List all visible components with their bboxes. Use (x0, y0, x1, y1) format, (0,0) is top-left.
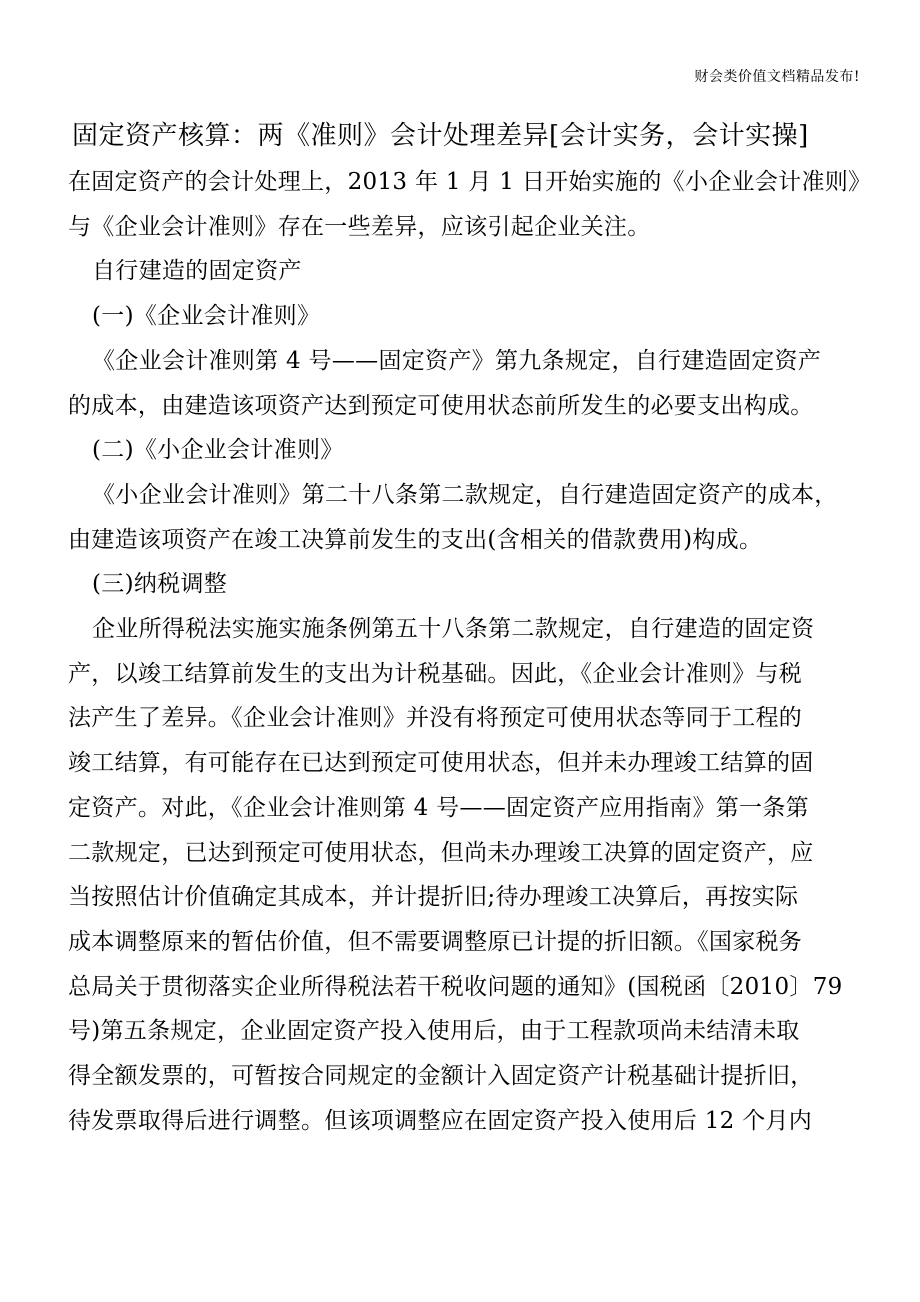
paragraph-line: (二)《小企业会计准则》 (92, 437, 344, 464)
paragraph-line: 定资产。对此，《企业会计准则第 4 号——固定资产应用指南》第一条第 (68, 794, 809, 821)
paragraph-line: 得全额发票的，可暂按合同规定的金额计入固定资产计税基础计提折旧， (68, 1063, 814, 1090)
header-note: 财会类价值文档精品发布! (694, 69, 860, 85)
paragraph-line: 成本调整原来的暂估价值，但不需要调整原已计提的折旧额。《国家税务 (68, 928, 803, 955)
paragraph-line: (一)《企业会计准则》 (92, 303, 321, 330)
document-body (68, 160, 872, 1143)
paragraph-line: 当按照估计价值确定其成本，并计提折旧;待办理竣工决算后，再按实际 (68, 884, 799, 911)
paragraph-line: 与《企业会计准则》存在一些差异，应该引起企业关注。 (68, 213, 651, 240)
paragraph-line: 的成本，由建造该项资产达到预定可使用状态前所发生的必要支出构成。 (68, 392, 814, 419)
paragraph-line: 待发票取得后进行调整。但该项调整应在固定资产投入使用后 12 个月内 (68, 1107, 813, 1134)
document-page (68, 112, 872, 1143)
paragraph-line: 总局关于贯彻落实企业所得税法若干税收问题的通知》(国税函〔2010〕79 (68, 973, 843, 1000)
paragraph-line: 在固定资产的会计处理上，2013 年 1 月 1 日开始实施的《小企业会计准则》 (68, 169, 872, 195)
paragraph-line: 企业所得税法实施实施条例第五十八条第二款规定，自行建造的固定资 (92, 616, 815, 643)
paragraph-line: 自行建造的固定资产 (92, 258, 302, 285)
paragraph-line: 号)第五条规定，企业固定资产投入使用后，由于工程款项尚未结清未取 (68, 1018, 800, 1045)
document-title: 固定资产核算：两《准则》会计处理差异[会计实务，会计实操] (72, 121, 809, 151)
paragraph-line: 二款规定，已达到预定可使用状态，但尚未办理竣工决算的固定资产，应 (68, 839, 814, 866)
paragraph-line: 竣工结算，有可能存在已达到预定可使用状态，但并未办理竣工结算的固 (68, 750, 814, 777)
paragraph-line: (三)纳税调整 (92, 571, 228, 598)
paragraph-line: 法产生了差异。《企业会计准则》并没有将预定可使用状态等同于工程的 (68, 705, 803, 732)
paragraph-line: 《企业会计准则第 4 号——固定资产》第九条规定，自行建造固定资产 (92, 347, 822, 374)
paragraph-line: 产，以竣工结算前发生的支出为计税基础。因此，《企业会计准则》与税 (68, 660, 803, 687)
paragraph-line: 《小企业会计准则》第二十八条第二款规定，自行建造固定资产的成本， (92, 481, 838, 508)
paragraph-line: 由建造该项资产在竣工决算前发生的支出(含相关的借款费用)构成。 (68, 526, 763, 553)
